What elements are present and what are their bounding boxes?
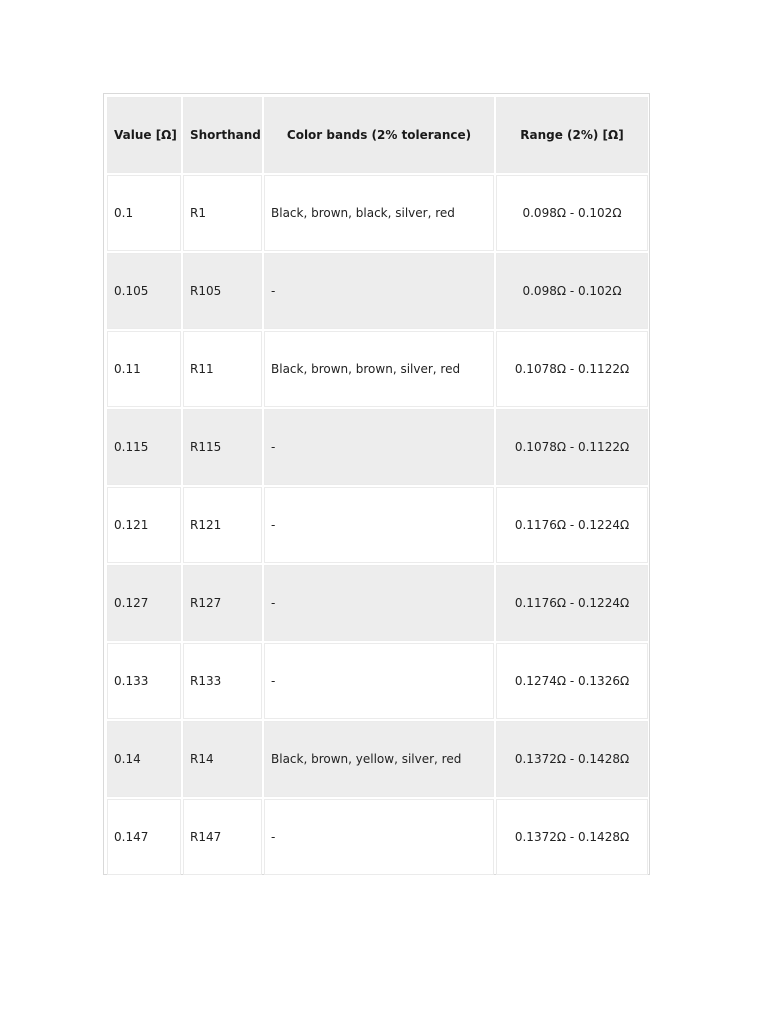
cell-range: 0.1372Ω - 0.1428Ω xyxy=(496,721,648,797)
cell-value: 0.1 xyxy=(107,175,181,251)
resistor-value-table xyxy=(105,95,650,877)
table-row xyxy=(107,409,648,485)
cell-shorthand: R121 xyxy=(183,487,262,563)
cell-color-bands: - xyxy=(264,643,494,719)
table-row xyxy=(107,643,648,719)
header-value: Value [Ω] xyxy=(107,97,181,173)
table-row xyxy=(107,331,648,407)
resistor-table-container xyxy=(103,93,650,875)
cell-range: 0.1078Ω - 0.1122Ω xyxy=(496,331,648,407)
cell-color-bands: - xyxy=(264,409,494,485)
cell-shorthand: R147 xyxy=(183,799,262,875)
cell-value: 0.115 xyxy=(107,409,181,485)
cell-value: 0.127 xyxy=(107,565,181,641)
header-range: Range (2%) [Ω] xyxy=(496,97,648,173)
cell-shorthand: R14 xyxy=(183,721,262,797)
table-row xyxy=(107,799,648,875)
cell-value: 0.121 xyxy=(107,487,181,563)
cell-shorthand: R127 xyxy=(183,565,262,641)
cell-range: 0.098Ω - 0.102Ω xyxy=(496,253,648,329)
cell-value: 0.14 xyxy=(107,721,181,797)
header-row xyxy=(107,97,648,173)
header-shorthand: Shorthand xyxy=(183,97,262,173)
cell-range: 0.1176Ω - 0.1224Ω xyxy=(496,565,648,641)
cell-shorthand: R1 xyxy=(183,175,262,251)
cell-range: 0.098Ω - 0.102Ω xyxy=(496,175,648,251)
table-body xyxy=(107,175,648,875)
table-row xyxy=(107,253,648,329)
table-row xyxy=(107,487,648,563)
header-color-bands: Color bands (2% tolerance) xyxy=(264,97,494,173)
cell-shorthand: R11 xyxy=(183,331,262,407)
cell-color-bands: Black, brown, black, silver, red xyxy=(264,175,494,251)
cell-color-bands: - xyxy=(264,799,494,875)
cell-value: 0.11 xyxy=(107,331,181,407)
cell-range: 0.1176Ω - 0.1224Ω xyxy=(496,487,648,563)
cell-shorthand: R133 xyxy=(183,643,262,719)
table-row xyxy=(107,175,648,251)
cell-color-bands: - xyxy=(264,487,494,563)
cell-color-bands: Black, brown, yellow, silver, red xyxy=(264,721,494,797)
cell-range: 0.1078Ω - 0.1122Ω xyxy=(496,409,648,485)
cell-range: 0.1372Ω - 0.1428Ω xyxy=(496,799,648,875)
cell-shorthand: R115 xyxy=(183,409,262,485)
cell-color-bands: - xyxy=(264,253,494,329)
cell-value: 0.105 xyxy=(107,253,181,329)
cell-color-bands: Black, brown, brown, silver, red xyxy=(264,331,494,407)
table-header xyxy=(107,97,648,173)
cell-shorthand: R105 xyxy=(183,253,262,329)
cell-value: 0.133 xyxy=(107,643,181,719)
table-row xyxy=(107,565,648,641)
cell-range: 0.1274Ω - 0.1326Ω xyxy=(496,643,648,719)
cell-color-bands: - xyxy=(264,565,494,641)
cell-value: 0.147 xyxy=(107,799,181,875)
table-row xyxy=(107,721,648,797)
